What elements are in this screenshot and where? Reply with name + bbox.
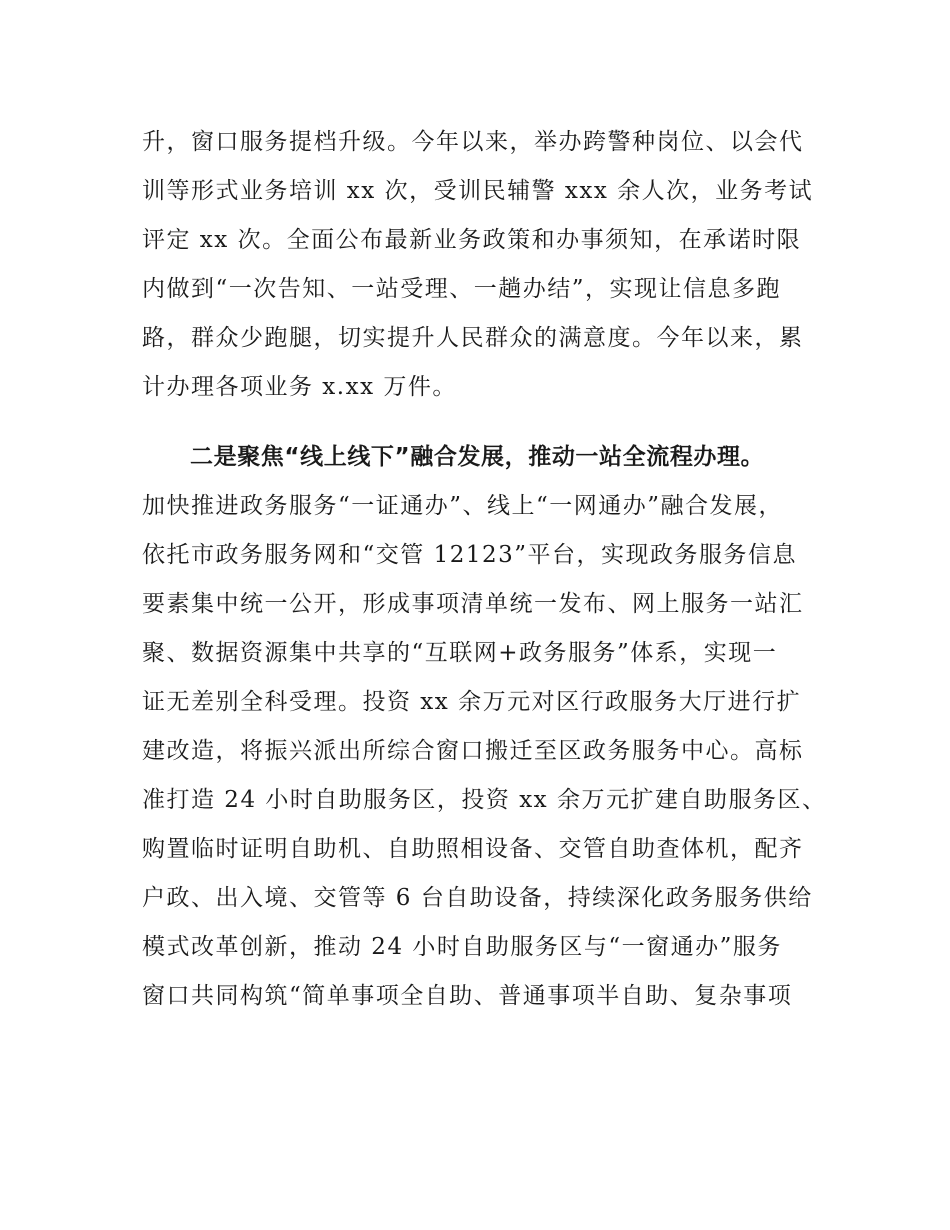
paragraph-line: 要素集中统一公开，形成事项清单统一发布、网上服务一站汇: [142, 591, 804, 617]
paragraph-line: 路，群众少跑腿，切实提升人民群众的满意度。今年以来，累: [142, 325, 804, 351]
paragraph-online-offline: [142, 433, 827, 1021]
paragraph-line: 内做到“一次告知、一站受理、一趟办结”，实现让信息多跑: [142, 276, 782, 302]
paragraph-line: 评定 xx 次。全面公布最新业务政策和办事须知，在承诺时限: [142, 227, 802, 253]
paragraph-line: 模式改革创新，推动 24 小时自助服务区与“一窗通办”服务: [142, 934, 782, 960]
paragraph-line: 户政、出入境、交管等 6 台自助设备，持续深化政务服务供给: [142, 885, 813, 911]
paragraph-line: 计办理各项业务 x.xx 万件。: [142, 374, 457, 400]
paragraph-line: 训等形式业务培训 xx 次，受训民辅警 xxx 余人次，业务考试: [142, 178, 814, 204]
paragraph-line: 聚、数据资源集中共享的“互联网+政务服务”体系，实现一: [142, 640, 778, 666]
paragraph-line: 建改造，将振兴派出所综合窗口搬迁至区政务服务中心。高标: [142, 738, 804, 764]
paragraph-line: 窗口共同构筑“简单事项全自助、普通事项半自助、复杂事项: [142, 983, 793, 1009]
paragraph-window-service: [142, 118, 822, 412]
section-heading: 二是聚焦“线上线下”融合发展，推动一站全流程办理。: [190, 444, 765, 470]
paragraph-line: 准打造 24 小时自助服务区，投资 xx 余万元扩建自助服务区、: [142, 787, 827, 813]
paragraph-line: 购置临时证明自助机、自助照相设备、交管自助查体机，配齐: [142, 836, 804, 862]
paragraph-line: 证无差别全科受理。投资 xx 余万元对区行政服务大厅进行扩: [142, 689, 802, 715]
paragraph-line: 依托市政务服务网和“交管 12123”平台，实现政务服务信息: [142, 542, 797, 568]
paragraph-line: 升，窗口服务提档升级。今年以来，举办跨警种岗位、以会代: [142, 129, 804, 155]
paragraph-line: 加快推进政务服务“一证通办”、线上“一网通办”融合发展，: [142, 493, 784, 519]
